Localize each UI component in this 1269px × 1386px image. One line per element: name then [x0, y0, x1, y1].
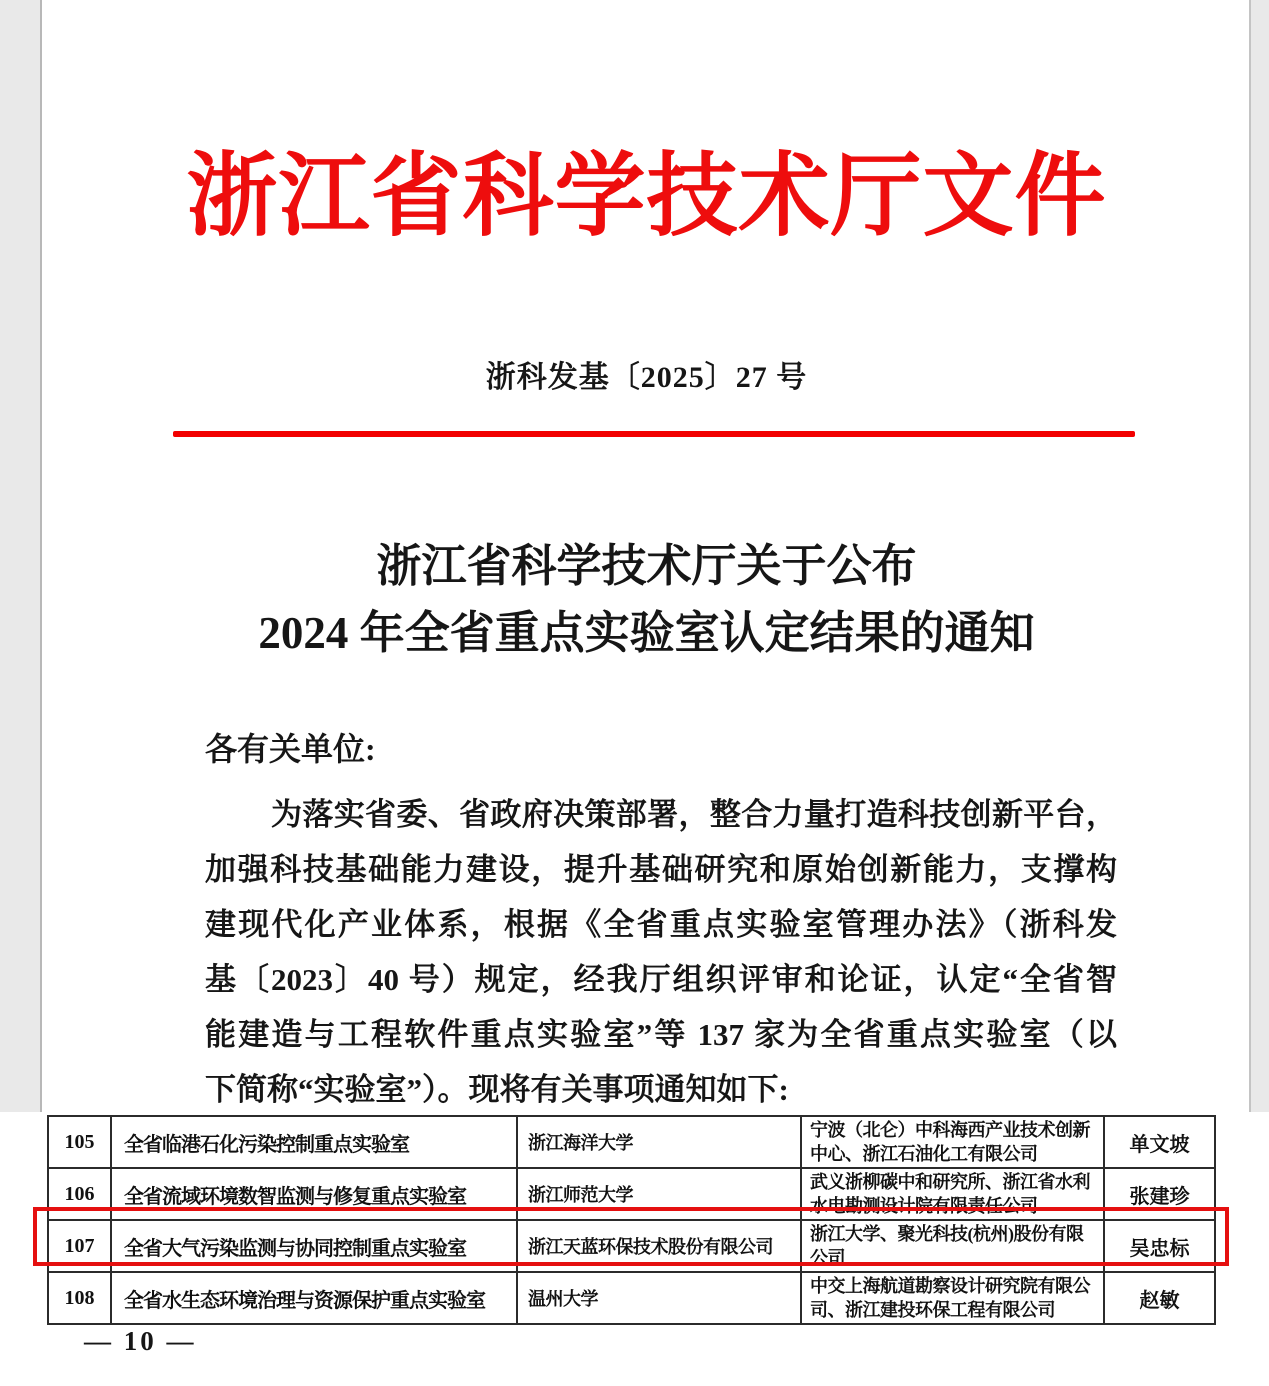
table-row [48, 1168, 1215, 1220]
cell-lab-name: 全省流域环境数智监测与修复重点实验室 [111, 1168, 517, 1220]
cell-lab-name: 全省大气污染监测与协同控制重点实验室 [111, 1220, 517, 1272]
paragraph-line: 为落实省委、省政府决策部署，整合力量打造科技创新平台， [271, 797, 1117, 832]
paragraph-line: 建现代化产业体系，根据《全省重点实验室管理办法》（浙科发 [205, 907, 1117, 942]
cell-number: 108 [48, 1272, 111, 1324]
cell-lab-name: 全省水生态环境治理与资源保护重点实验室 [111, 1272, 517, 1324]
table-row-highlighted [48, 1220, 1215, 1272]
paragraph-line: 下简称“实验室”）。现将有关事项通知如下: [205, 1072, 789, 1107]
cell-partners: 宁波（北仑）中科海西产业技术创新中心、浙江石油化工有限公司 [801, 1116, 1104, 1168]
table-row [48, 1272, 1215, 1324]
body-paragraph [205, 787, 1117, 1117]
cell-director: 吴忠标 [1104, 1220, 1215, 1272]
lab-list-excerpt [0, 1113, 1269, 1386]
notice-title-line2: 2024 年全省重点实验室认定结果的通知 [258, 608, 1035, 658]
table-row [48, 1116, 1215, 1168]
cell-lab-name: 全省临港石化污染控制重点实验室 [111, 1116, 517, 1168]
paragraph-line: 基〔2023〕40 号）规定，经我厅组织评审和论证，认定“全省智 [205, 962, 1117, 997]
paragraph-line: 能建造与工程软件重点实验室”等 137 家为全省重点实验室（以 [205, 1017, 1117, 1052]
cell-partners: 浙江大学、聚光科技(杭州)股份有限公司 [801, 1220, 1104, 1272]
cell-institution: 温州大学 [517, 1272, 801, 1324]
agency-title: 浙江省科学技术厅文件 [186, 146, 1107, 247]
cell-institution: 浙江天蓝环保技术股份有限公司 [517, 1220, 801, 1272]
cell-institution: 浙江海洋大学 [517, 1116, 801, 1168]
cell-director: 张建珍 [1104, 1168, 1215, 1220]
page-number: — 10 — [84, 1326, 197, 1356]
notice-title-line1: 浙江省科学技术厅关于公布 [376, 541, 917, 591]
cell-number: 107 [48, 1220, 111, 1272]
cell-partners: 武义浙柳碳中和研究所、浙江省水利水电勘测设计院有限责任公司 [801, 1168, 1104, 1220]
cell-director: 单文坡 [1104, 1116, 1215, 1168]
scan-right-margin [1249, 0, 1269, 1112]
cell-director: 赵敏 [1104, 1272, 1215, 1324]
red-divider-rule [173, 431, 1135, 437]
cell-partners: 中交上海航道勘察设计研究院有限公司、浙江建投环保工程有限公司 [801, 1272, 1104, 1324]
scan-left-margin [0, 0, 42, 1112]
cell-institution: 浙江师范大学 [517, 1168, 801, 1220]
document-number: 浙科发基〔2025〕27 号 [485, 361, 808, 394]
salutation: 各有关单位: [205, 731, 376, 767]
lab-table [47, 1115, 1216, 1325]
document-page [45, 0, 1248, 1113]
cell-number: 105 [48, 1116, 111, 1168]
paragraph-line: 加强科技基础能力建设，提升基础研究和原始创新能力，支撑构 [205, 852, 1117, 887]
cell-number: 106 [48, 1168, 111, 1220]
